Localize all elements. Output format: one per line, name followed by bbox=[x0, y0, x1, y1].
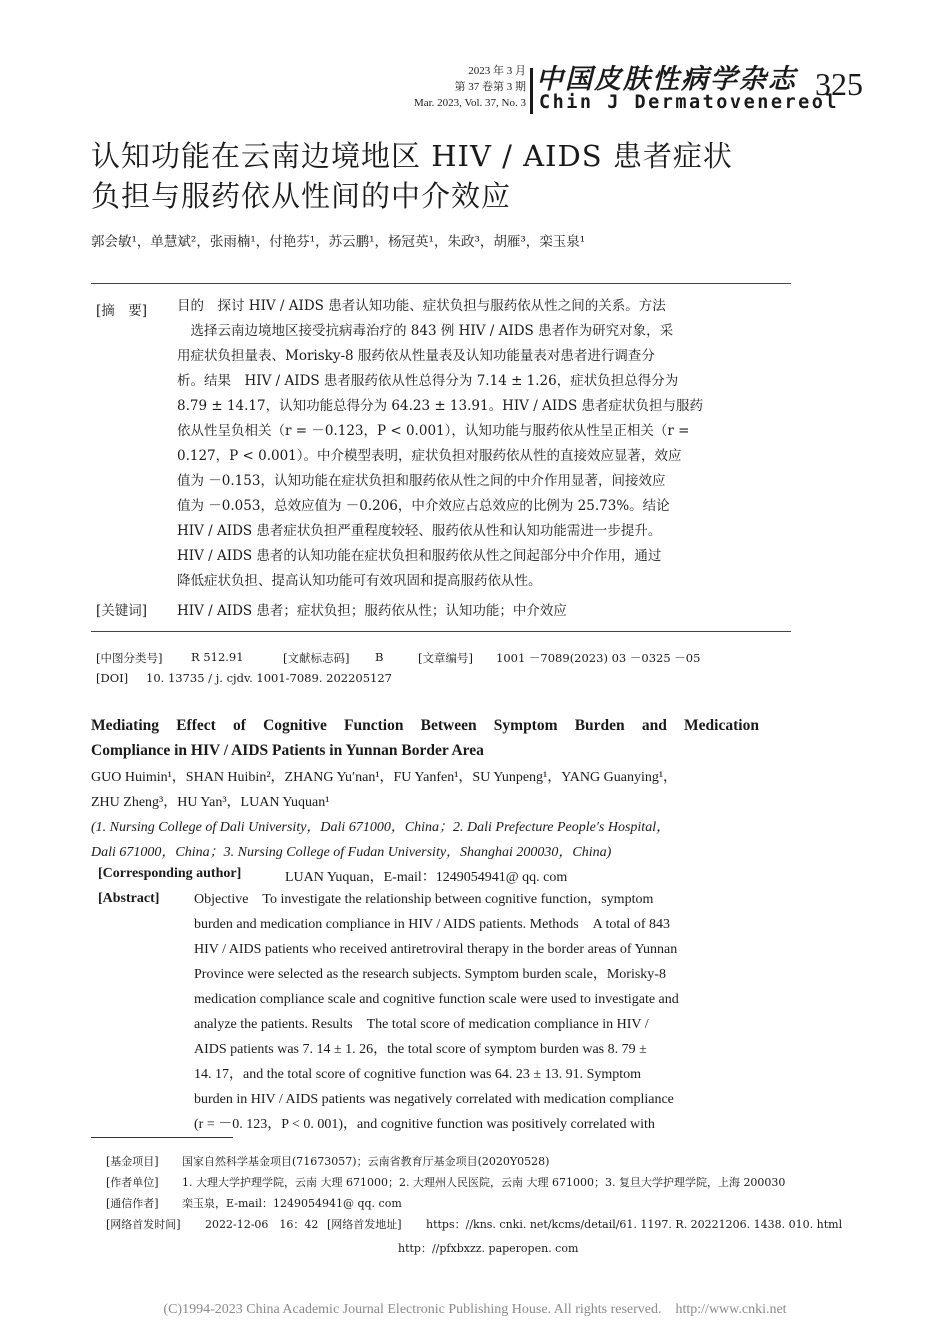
abstract-en-line: burden in HIV / AIDS patients was negatively correlated with medication compliance bbox=[194, 1092, 674, 1107]
abstract-en-line: (r = －0. 123，P < 0. 001)，and cognitive function was positively correlated with bbox=[194, 1117, 655, 1132]
abstract-en-line: 14. 17，and the total score of cognitive function was 64. 23 ± 13. 91. Symptom bbox=[194, 1067, 642, 1082]
abstract-cn-line: 用症状负担量表、Morisky-8 服药依从性量表及认知功能量表对患者进行调查分 bbox=[177, 348, 655, 364]
corr-text: 栾玉泉，E-mail：1249054941@ qq. com bbox=[182, 1197, 402, 1210]
article-no-label: [文章编号] bbox=[418, 651, 473, 665]
abstract-cn-line: 8.79 ± 14.17，认知功能总得分为 64.23 ± 13.91。HIV / AIDS 患者症状负担与服药 bbox=[177, 398, 704, 414]
header-divider bbox=[530, 68, 533, 114]
copyright-footer: (C)1994-2023 China Academic Journal Electronic Publishing House. All rights reserved. http://www.cnki.net bbox=[163, 1302, 787, 1317]
article-title-en-line-1: Mediating Effect of Cognitive Function Between Symptom Burden and Medication bbox=[91, 717, 759, 734]
article-no-value: 1001 －7089(2023) 03 －0325 －05 bbox=[496, 651, 701, 665]
top-rule bbox=[91, 283, 791, 284]
abstract-cn-line: 0.127，P < 0.001）。中介模型表明，症状负担对服药依从性的直接效应显著，效应 bbox=[177, 448, 682, 464]
page-number: 325 bbox=[815, 66, 863, 102]
issue-date-cn: 2023 年 3 月 bbox=[468, 65, 526, 77]
keywords-cn-label: [关键词] bbox=[96, 603, 148, 619]
doi-label: [DOI] bbox=[96, 671, 129, 685]
abstract-cn-line: 值为 －0.153，认知功能在症状负担和服药依从性之间的中介作用显著，间接效应 bbox=[177, 473, 666, 489]
abstract-cn-line: 选择云南边境地区接受抗病毒治疗的 843 例 HIV / AIDS 患者作为研究对象，采 bbox=[177, 323, 674, 339]
clc-value: R 512.91 bbox=[191, 650, 244, 664]
abstract-cn bbox=[177, 294, 761, 594]
authors-en-line-1: GUO Huimin¹，SHAN Huibin²，ZHANG Yu′nan¹，FU Yanfen¹，SU Yunpeng¹，YANG Guanying¹， bbox=[91, 770, 678, 785]
abstract-en bbox=[194, 887, 759, 1137]
unit-text: 1. 大理大学护理学院，云南 大理 671000；2. 大理州人民医院，云南 大理 671000；3. 复旦大学护理学院，上海 200030 bbox=[182, 1176, 786, 1189]
abstract-en-line: analyze the patients. Results The total score of medication compliance in HIV / bbox=[194, 1017, 649, 1032]
pub-time-text: 2022-12-06 16：42 bbox=[205, 1218, 319, 1231]
abstract-cn-line: 值为 －0.053，总效应值为 －0.206，中介效应占总效应的比例为 25.73%。结论 bbox=[177, 498, 670, 514]
abstract-en-line: burden and medication compliance in HIV / AIDS patients. Methods A total of 843 bbox=[194, 917, 671, 932]
abstract-cn-line: 依从性呈负相关（r = －0.123，P < 0.001），认知功能与服药依从性呈正相关（r = bbox=[177, 423, 690, 439]
doc-code-label: [文献标志码] bbox=[283, 651, 350, 665]
journal-title-en: Chin J Dermatovenereol bbox=[539, 92, 840, 113]
fund-label: [基金项目] bbox=[106, 1155, 159, 1168]
affiliation-en-line-2: Dali 671000，China；3. Nursing College of Fudan University，Shanghai 200030，China) bbox=[91, 845, 612, 860]
affiliation-en-line-1: (1. Nursing College of Dali University，Dali 671000，China；2. Dali Prefecture People′s Hospital， bbox=[91, 820, 671, 835]
footnote-rule bbox=[91, 1137, 233, 1138]
abstract-cn-line: 析。结果 HIV / AIDS 患者服药依从性总得分为 7.14 ± 1.26，症状负担总得分为 bbox=[177, 373, 679, 389]
authors-cn: 郭会敏¹，单慧斌²，张雨楠¹，付艳芬¹，苏云鹏¹，杨冠英¹，朱政³，胡雁³，栾玉泉¹ bbox=[91, 234, 586, 250]
keywords-cn: HIV / AIDS 患者；症状负担；服药依从性；认知功能；中介效应 bbox=[177, 603, 567, 619]
pub-addr-label: [网络首发地址] bbox=[327, 1218, 402, 1231]
article-title-cn-line-2: 负担与服药依从性间的中介效应 bbox=[91, 179, 512, 213]
unit-label: [作者单位] bbox=[106, 1176, 159, 1189]
abstract-en-line: Objective To investigate the relationship between cognitive function，symptom bbox=[194, 892, 654, 907]
pub-time-label: [网络首发时间] bbox=[106, 1218, 181, 1231]
article-title-en bbox=[91, 713, 759, 763]
abstract-en-line: medication compliance scale and cognitive function scale were used to investigate and bbox=[194, 992, 679, 1007]
abstract-cn-line: HIV / AIDS 患者症状负担严重程度较轻、服药依从性和认知功能需进一步提升。 bbox=[177, 523, 662, 539]
abstract-cn-label: [摘 要] bbox=[96, 303, 148, 319]
pub-addr-link-2[interactable]: http：//pfxbxzz. paperopen. com bbox=[398, 1242, 579, 1255]
journal-title-cn: 中国皮肤性病学杂志 bbox=[536, 64, 797, 95]
clc-label: [中图分类号] bbox=[96, 651, 163, 665]
abstract-en-line: HIV / AIDS patients who received antiretroviral therapy in the border areas of Yunnan bbox=[194, 942, 678, 957]
abstract-cn-line: 目的 探讨 HIV / AIDS 患者认知功能、症状负担与服药依从性之间的关系。方法 bbox=[177, 298, 666, 314]
article-title-en-line-2: Compliance in HIV / AIDS Patients in Yunnan Border Area bbox=[91, 742, 484, 759]
doi-value: 10. 13735 / j. cjdv. 1001-7089. 202205127 bbox=[146, 671, 392, 685]
abstract-cn-line: 降低症状负担、提高认知功能可有效巩固和提高服药依从性。 bbox=[177, 573, 542, 589]
doc-code-value: B bbox=[375, 650, 384, 664]
issue-date-en: Mar. 2023, Vol. 37, No. 3 bbox=[413, 97, 526, 109]
pub-addr-link[interactable]: https：//kns. cnki. net/kcms/detail/61. 1197. R. 20221206. 1438. 010. html bbox=[426, 1218, 843, 1231]
fund-text: 国家自然科学基金项目(71673057)；云南省教育厅基金项目(2020Y0528) bbox=[182, 1155, 550, 1168]
issue-volume-cn: 第 37 卷第 3 期 bbox=[454, 81, 526, 93]
abstract-en-line: Province were selected as the research subjects. Symptom burden scale，Morisky-8 bbox=[194, 967, 666, 982]
abstract-cn-line: HIV / AIDS 患者的认知功能在症状负担和服药依从性之间起部分中介作用，通过 bbox=[177, 548, 662, 564]
abstract-en-label: [Abstract] bbox=[98, 891, 160, 906]
article-title-cn-line-1: 认知功能在云南边境地区 HIV / AIDS 患者症状 bbox=[91, 139, 733, 173]
corresponding-label-en: [Corresponding author] bbox=[98, 866, 242, 881]
corresponding-en: LUAN Yuquan，E-mail：1249054941@ qq. com bbox=[285, 870, 568, 885]
abstract-en-line: AIDS patients was 7. 14 ± 1. 26，the total score of symptom burden was 8. 79 ± bbox=[194, 1042, 647, 1057]
corr-label: [通信作者] bbox=[106, 1197, 159, 1210]
authors-en-line-2: ZHU Zheng³，HU Yan³，LUAN Yuquan¹ bbox=[91, 795, 330, 810]
mid-rule bbox=[91, 631, 791, 632]
